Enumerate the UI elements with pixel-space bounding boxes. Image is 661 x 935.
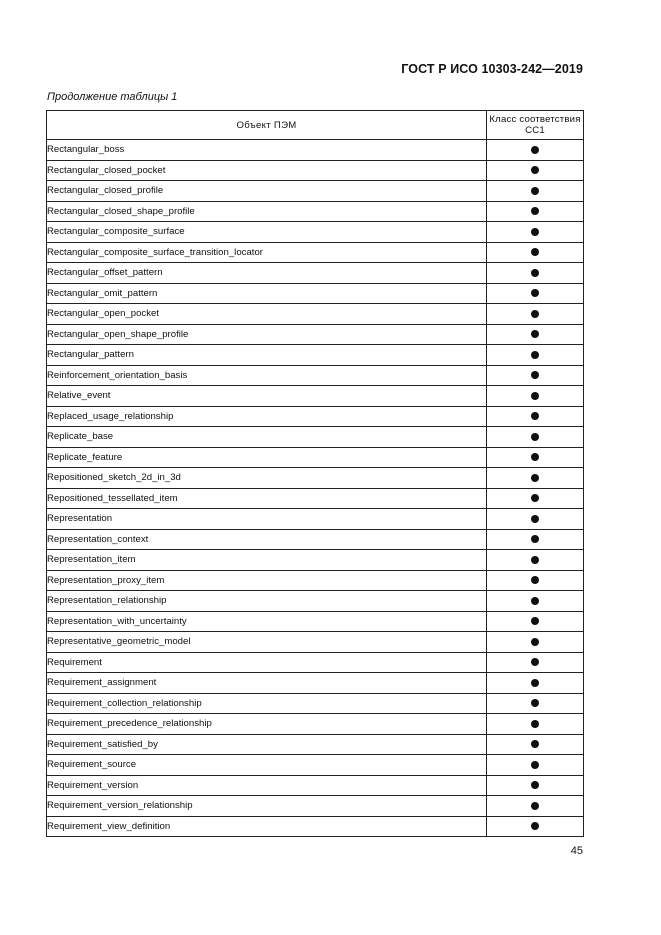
table-row	[47, 242, 584, 263]
table-row	[47, 447, 584, 468]
filled-circle-icon	[531, 166, 539, 174]
conformance-mark-cell	[487, 324, 584, 345]
conformance-mark-cell	[487, 222, 584, 243]
conformance-mark-cell	[487, 304, 584, 325]
filled-circle-icon	[531, 720, 539, 728]
object-name-cell: Representation_with_uncertainty	[47, 611, 487, 632]
filled-circle-icon	[531, 146, 539, 154]
conformance-mark-cell	[487, 529, 584, 550]
object-name-cell: Replicate_feature	[47, 447, 487, 468]
conformance-mark-cell	[487, 550, 584, 571]
object-name-cell: Rectangular_offset_pattern	[47, 263, 487, 284]
table-row	[47, 181, 584, 202]
conformance-mark-cell	[487, 447, 584, 468]
table-row	[47, 816, 584, 837]
conformance-mark-cell	[487, 365, 584, 386]
filled-circle-icon	[531, 515, 539, 523]
object-name-cell: Rectangular_omit_pattern	[47, 283, 487, 304]
table-row	[47, 283, 584, 304]
conformance-mark-cell	[487, 181, 584, 202]
filled-circle-icon	[531, 412, 539, 420]
conformance-mark-cell	[487, 611, 584, 632]
filled-circle-icon	[531, 269, 539, 277]
column-header-object: Объект ПЭМ	[47, 111, 487, 140]
table-row	[47, 386, 584, 407]
table-row	[47, 488, 584, 509]
filled-circle-icon	[531, 453, 539, 461]
conformance-mark-cell	[487, 427, 584, 448]
table-row	[47, 304, 584, 325]
table-header-row	[47, 111, 584, 140]
filled-circle-icon	[531, 433, 539, 441]
filled-circle-icon	[531, 597, 539, 605]
conformance-mark-cell	[487, 714, 584, 735]
conformance-mark-cell	[487, 734, 584, 755]
table-row	[47, 611, 584, 632]
filled-circle-icon	[531, 679, 539, 687]
filled-circle-icon	[531, 802, 539, 810]
conformance-table	[46, 110, 584, 837]
filled-circle-icon	[531, 228, 539, 236]
conformance-mark-cell	[487, 816, 584, 837]
table-body	[47, 140, 584, 837]
conformance-mark-cell	[487, 406, 584, 427]
conformance-mark-cell	[487, 263, 584, 284]
object-name-cell: Rectangular_closed_pocket	[47, 160, 487, 181]
table-row	[47, 365, 584, 386]
table-row	[47, 693, 584, 714]
conformance-mark-cell	[487, 673, 584, 694]
object-name-cell: Representation	[47, 509, 487, 530]
conformance-mark-cell	[487, 775, 584, 796]
table-row	[47, 140, 584, 161]
object-name-cell: Repositioned_sketch_2d_in_3d	[47, 468, 487, 489]
filled-circle-icon	[531, 187, 539, 195]
table-row	[47, 201, 584, 222]
object-name-cell: Representation_context	[47, 529, 487, 550]
filled-circle-icon	[531, 310, 539, 318]
object-name-cell: Representation_item	[47, 550, 487, 571]
table-row	[47, 632, 584, 653]
filled-circle-icon	[531, 658, 539, 666]
filled-circle-icon	[531, 535, 539, 543]
table-row	[47, 673, 584, 694]
column-header-class	[487, 111, 584, 140]
conformance-mark-cell	[487, 140, 584, 161]
object-name-cell: Relative_event	[47, 386, 487, 407]
conformance-mark-cell	[487, 755, 584, 776]
table-row	[47, 796, 584, 817]
table-row	[47, 468, 584, 489]
table-row	[47, 160, 584, 181]
object-name-cell: Rectangular_pattern	[47, 345, 487, 366]
table-row	[47, 427, 584, 448]
object-name-cell: Requirement_version_relationship	[47, 796, 487, 817]
table-row	[47, 406, 584, 427]
table-row	[47, 570, 584, 591]
table-caption: Продолжение таблицы 1	[47, 91, 178, 103]
conformance-mark-cell	[487, 283, 584, 304]
filled-circle-icon	[531, 371, 539, 379]
table-row	[47, 714, 584, 735]
table-row	[47, 775, 584, 796]
conformance-mark-cell	[487, 468, 584, 489]
column-header-class-code: CC1	[525, 125, 545, 136]
object-name-cell: Requirement_view_definition	[47, 816, 487, 837]
table-row	[47, 509, 584, 530]
table-row	[47, 529, 584, 550]
table-row	[47, 591, 584, 612]
object-name-cell: Representation_proxy_item	[47, 570, 487, 591]
conformance-mark-cell	[487, 160, 584, 181]
conformance-mark-cell	[487, 796, 584, 817]
table-row	[47, 734, 584, 755]
object-name-cell: Requirement_precedence_relationship	[47, 714, 487, 735]
object-name-cell: Rectangular_closed_profile	[47, 181, 487, 202]
table-row	[47, 652, 584, 673]
object-name-cell: Reinforcement_orientation_basis	[47, 365, 487, 386]
table-row	[47, 345, 584, 366]
object-name-cell: Replicate_base	[47, 427, 487, 448]
filled-circle-icon	[531, 822, 539, 830]
filled-circle-icon	[531, 289, 539, 297]
filled-circle-icon	[531, 248, 539, 256]
object-name-cell: Rectangular_open_shape_profile	[47, 324, 487, 345]
object-name-cell: Requirement	[47, 652, 487, 673]
page-number: 45	[570, 845, 583, 857]
table-row	[47, 550, 584, 571]
object-name-cell: Requirement_assignment	[47, 673, 487, 694]
conformance-mark-cell	[487, 632, 584, 653]
filled-circle-icon	[531, 781, 539, 789]
filled-circle-icon	[531, 207, 539, 215]
object-name-cell: Representative_geometric_model	[47, 632, 487, 653]
filled-circle-icon	[531, 576, 539, 584]
object-name-cell: Rectangular_composite_surface	[47, 222, 487, 243]
table-row	[47, 222, 584, 243]
object-name-cell: Requirement_collection_relationship	[47, 693, 487, 714]
conformance-mark-cell	[487, 591, 584, 612]
filled-circle-icon	[531, 740, 539, 748]
conformance-mark-cell	[487, 488, 584, 509]
object-name-cell: Requirement_satisfied_by	[47, 734, 487, 755]
filled-circle-icon	[531, 699, 539, 707]
conformance-mark-cell	[487, 509, 584, 530]
object-name-cell: Representation_relationship	[47, 591, 487, 612]
conformance-mark-cell	[487, 201, 584, 222]
column-header-class-title: Класс соответствия	[489, 114, 581, 125]
conformance-mark-cell	[487, 386, 584, 407]
filled-circle-icon	[531, 617, 539, 625]
filled-circle-icon	[531, 474, 539, 482]
filled-circle-icon	[531, 330, 539, 338]
object-name-cell: Repositioned_tessellated_item	[47, 488, 487, 509]
conformance-mark-cell	[487, 693, 584, 714]
table-row	[47, 324, 584, 345]
object-name-cell: Rectangular_boss	[47, 140, 487, 161]
object-name-cell: Replaced_usage_relationship	[47, 406, 487, 427]
filled-circle-icon	[531, 494, 539, 502]
document-code: ГОСТ Р ИСО 10303-242—2019	[401, 62, 583, 76]
filled-circle-icon	[531, 392, 539, 400]
object-name-cell: Rectangular_composite_surface_transition_locator	[47, 242, 487, 263]
object-name-cell: Rectangular_open_pocket	[47, 304, 487, 325]
filled-circle-icon	[531, 638, 539, 646]
conformance-mark-cell	[487, 345, 584, 366]
conformance-mark-cell	[487, 570, 584, 591]
object-name-cell: Requirement_version	[47, 775, 487, 796]
table-row	[47, 263, 584, 284]
filled-circle-icon	[531, 351, 539, 359]
object-name-cell: Requirement_source	[47, 755, 487, 776]
conformance-mark-cell	[487, 652, 584, 673]
filled-circle-icon	[531, 556, 539, 564]
object-name-cell: Rectangular_closed_shape_profile	[47, 201, 487, 222]
table-row	[47, 755, 584, 776]
conformance-mark-cell	[487, 242, 584, 263]
filled-circle-icon	[531, 761, 539, 769]
